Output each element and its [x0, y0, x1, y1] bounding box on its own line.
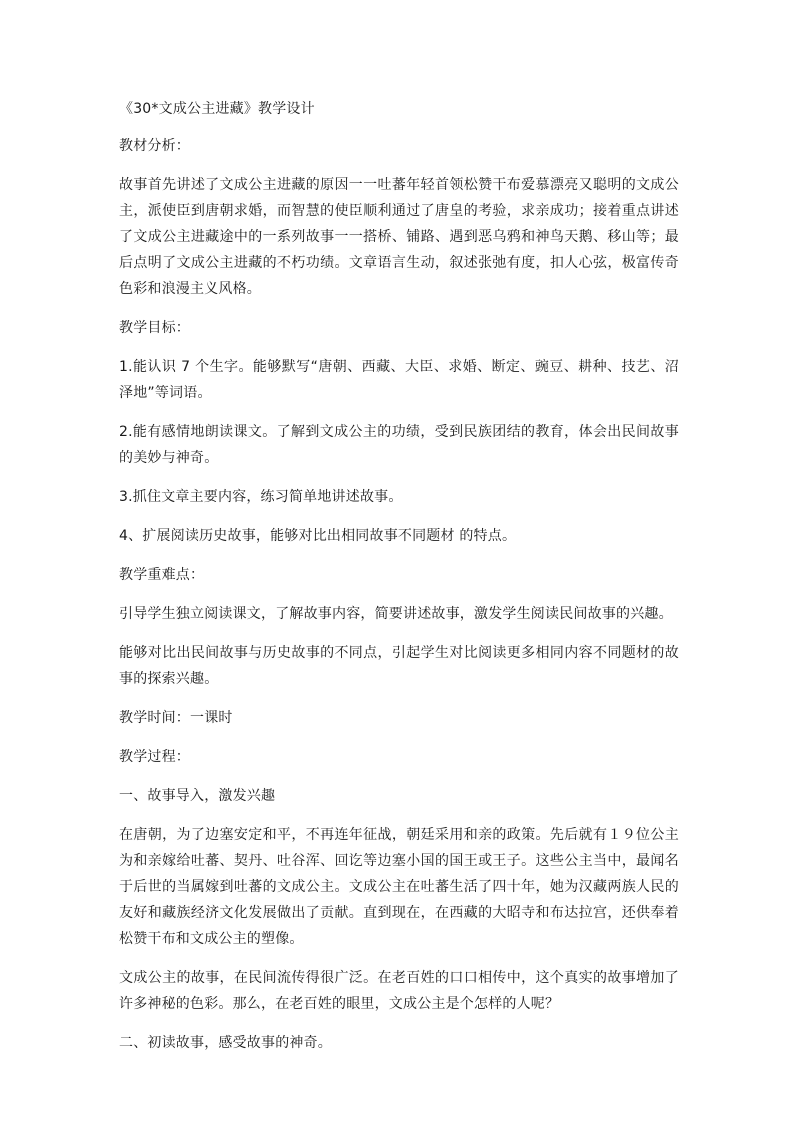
- key-point-2: 能够对比出民间故事与历史故事的不同点，引起学生对比阅读更多相同内容不同题材的故事的探索兴趣。: [119, 645, 679, 687]
- process-step-1-paragraph-1: 在唐朝，为了边塞安定和平，不再连年征战，朝廷采用和亲的政策。先后就有１９位公主为和亲嫁给吐蕃、契丹、吐谷浑、回讫等边塞小国的国王或王子。这些公主当中，最闻名于后世的当属嫁到吐蕃的文成公主。文成公主在吐蕃生活了四十年，她为汉藏两族人民的友好和藏族经济文化发展做出了贡献。直到现在，在西藏的大昭寺和布达拉宫，还供奉着松赞干布和文成公主的塑像。: [119, 827, 679, 947]
- section-heading-teaching-goals: 教学目标：: [119, 320, 190, 336]
- process-step-1-heading: 一、故事导入，激发兴趣: [119, 788, 276, 804]
- section-heading-textbook-analysis: 教材分析：: [119, 138, 190, 154]
- section-heading-key-points: 教学重难点：: [119, 567, 205, 583]
- document-page: [119, 96, 679, 1069]
- process-step-2-heading: 二、初读故事，感受故事的神奇。: [119, 1035, 332, 1051]
- goal-item-3: 3.抓住文章主要内容，练习简单地讲述故事。: [119, 489, 403, 505]
- goal-item-2: 2.能有感情地朗读课文。了解到文成公主的功绩，受到民族团结的教育，体会出民间故事的美妙与神奇。: [119, 424, 679, 466]
- process-step-1-paragraph-2: 文成公主的故事，在民间流传得很广泛。在老百姓的口口相传中，这个真实的故事增加了许多神秘的色彩。那么，在老百姓的眼里，文成公主是个怎样的人呢？: [119, 970, 679, 1012]
- document-title: 《30*文成公主进藏》教学设计: [119, 101, 315, 117]
- paragraph-textbook-analysis: 故事首先讲述了文成公主进藏的原因一一吐蕃年轻首领松赞干布爱慕漂亮又聪明的文成公主，派使臣到唐朝求婚，而智慧的使臣顺利通过了唐皇的考验，求亲成功；接着重点讲述了文成公主进藏途中的一系列故事一一搭桥、铺路、遇到恶乌鸦和神鸟天鹅、移山等；最后点明了文成公主进藏的不朽功绩。文章语言生动，叙述张弛有度，扣人心弦，极富传奇色彩和浪漫主义风格。: [119, 177, 679, 297]
- goal-item-4: 4、扩展阅读历史故事，能够对比出相同故事不同题材 的特点。: [119, 528, 517, 544]
- goal-item-1: 1.能认识 7 个生字。能够默写“唐朝、西藏、大臣、求婚、断定、豌豆、耕种、技艺、沼泽地”等词语。: [119, 359, 679, 401]
- section-heading-teaching-process: 教学过程：: [119, 749, 190, 765]
- key-point-1: 引导学生独立阅读课文，了解故事内容，简要讲述故事，激发学生阅读民间故事的兴趣。: [119, 606, 673, 622]
- teaching-time: 教学时间：一课时: [119, 710, 233, 726]
